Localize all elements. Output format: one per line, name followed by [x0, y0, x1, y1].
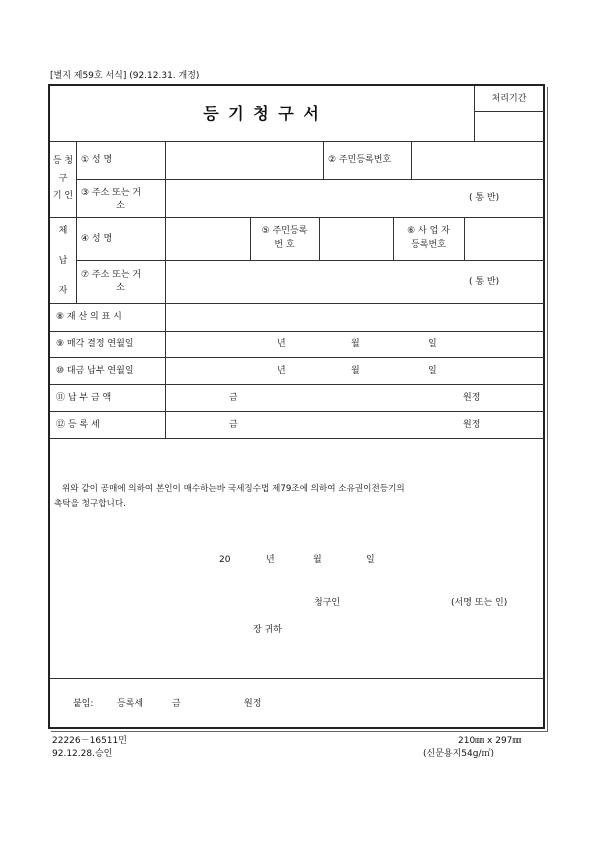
- form-reference-note: [별지 제59호 서식] (92.12.31. 개정): [50, 71, 200, 81]
- taxpayer-group-label-2: 납: [58, 256, 68, 266]
- paper-size: 210㎜ x 297㎜: [458, 736, 522, 746]
- taxpayer-biz-label-1: ⑥ 사 업 자: [407, 226, 450, 236]
- amount-field[interactable]: [167, 386, 542, 409]
- date-year-label: 년: [266, 555, 275, 565]
- taxpayer-biz-field[interactable]: [466, 219, 542, 258]
- form-title: 등 기 청 구 서: [203, 104, 321, 123]
- payment-date-label: ⑩ 대금 납부 연월일: [56, 366, 134, 376]
- processing-period-label: 처리기간: [491, 94, 527, 104]
- requester-name-label: ① 성 명: [81, 155, 113, 165]
- taxpayer-group-label-1: 체: [58, 226, 68, 236]
- tax-label: ⑫ 등 록 세: [56, 420, 100, 430]
- attachment-label: 붙임:: [73, 699, 94, 709]
- payment-date-day: 일: [428, 366, 437, 376]
- attachment-won-suffix: 원정: [244, 699, 262, 709]
- requester-name-field[interactable]: [167, 143, 321, 177]
- taxpayer-group-label-3: 자: [58, 286, 68, 296]
- sale-date-year: 년: [277, 339, 286, 349]
- form-code: 22226－16511민: [52, 736, 127, 746]
- addressee-field[interactable]: [200, 621, 250, 637]
- taxpayer-address-field[interactable]: [167, 262, 467, 301]
- property-field[interactable]: [167, 305, 542, 329]
- property-label: ⑧ 재 산 의 표 시: [56, 312, 122, 322]
- date-day-label: 일: [366, 555, 375, 565]
- taxpayer-address-suffix: ( 통 반): [469, 277, 500, 287]
- sign-note: (서명 또는 인): [451, 598, 508, 608]
- attachment-item: 등록세: [117, 699, 144, 709]
- taxpayer-address-label-2: 소: [116, 283, 125, 293]
- amount-won-suffix: 원정: [463, 393, 481, 403]
- amount-won-prefix: 금: [229, 393, 238, 403]
- requester-id-field[interactable]: [413, 143, 542, 177]
- sale-date-month: 월: [351, 339, 360, 349]
- requester-group-label-1: 등 청: [52, 156, 74, 166]
- taxpayer-name-field[interactable]: [167, 219, 248, 258]
- request-statement-line-1: 위와 같이 공매에 의하여 본인이 매수하는바 국세징수법 제79조에 의하여 소유권이전등기의: [62, 484, 405, 494]
- taxpayer-id-label-2: 번 호: [274, 240, 295, 250]
- addressee-label: 장 귀하: [253, 625, 282, 635]
- processing-period-field[interactable]: [476, 113, 542, 139]
- taxpayer-id-label-1: ⑤ 주민등록: [261, 226, 308, 236]
- requester-sign-field[interactable]: [348, 594, 448, 610]
- date-prefix: 20: [219, 555, 231, 565]
- sale-date-day: 일: [428, 339, 437, 349]
- requester-sign-label: 청구인: [314, 598, 341, 608]
- request-statement-line-2: 촉탁을 청구합니다.: [54, 499, 126, 509]
- taxpayer-address-label-1: ⑦ 주소 또는 거: [81, 270, 142, 280]
- sale-date-label: ⑨ 매각 결정 연월일: [56, 339, 134, 349]
- requester-id-label: ② 주민등록번호: [328, 155, 392, 165]
- date-month-label: 월: [313, 555, 322, 565]
- paper-spec: (신문용지54g/㎡): [423, 749, 494, 759]
- taxpayer-name-label: ④ 성 명: [81, 234, 113, 244]
- tax-won-suffix: 원정: [463, 420, 481, 430]
- payment-date-year: 년: [277, 366, 286, 376]
- requester-address-field[interactable]: [167, 181, 467, 215]
- requester-group-label-2: 구: [58, 174, 68, 184]
- tax-won-prefix: 금: [229, 420, 238, 430]
- requester-address-suffix: ( 통 반): [469, 193, 500, 203]
- date-month-field[interactable]: [278, 551, 310, 567]
- requester-address-label-1: ③ 주소 또는 거: [81, 188, 142, 198]
- attachment-won-prefix: 금: [172, 699, 181, 709]
- requester-group-label-3: 기 인: [52, 191, 74, 201]
- requester-address-label-2: 소: [116, 201, 125, 211]
- date-year-field[interactable]: [232, 551, 264, 567]
- taxpayer-id-field[interactable]: [321, 219, 391, 258]
- approval-date: 92.12.28.승인: [52, 749, 113, 759]
- date-day-field[interactable]: [326, 551, 364, 567]
- payment-date-month: 월: [351, 366, 360, 376]
- taxpayer-biz-label-2: 등록번호: [411, 240, 446, 250]
- attachment-amount-field[interactable]: [184, 695, 240, 711]
- tax-field[interactable]: [167, 413, 542, 436]
- amount-label: ⑪ 납 부 금 액: [56, 393, 112, 403]
